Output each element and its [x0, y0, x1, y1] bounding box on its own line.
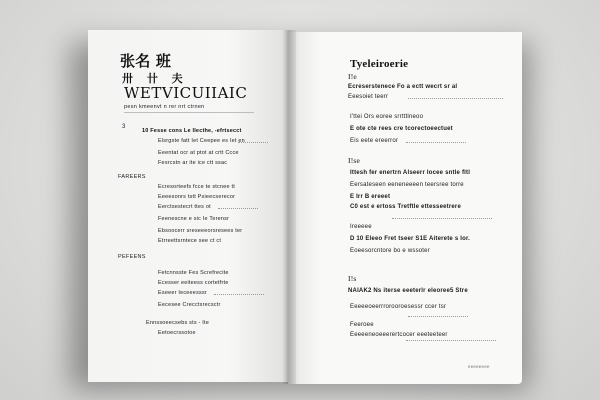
right-line: Ireeeee — [350, 224, 372, 230]
toc-line: Ennssoeecsebs sts - Ite — [146, 320, 209, 326]
leader-dots — [238, 142, 268, 143]
toc-line: 10 Fesse cons Le Ilecthe, -efrtsecct — [142, 128, 242, 134]
leader-dots — [406, 142, 466, 143]
right-block-3-head: I!se — [348, 156, 361, 165]
toc-line: Ebsoocerr sreseeeorsresees ter — [158, 228, 243, 234]
right-page — [288, 32, 522, 384]
leader-dots — [218, 208, 258, 209]
section-1-number: 3 — [122, 124, 126, 130]
toc-line: Elsrgste fatt Iet Ceepee es Iet en — [158, 138, 245, 144]
left-title-3: WETVICUIIAIC — [124, 84, 248, 102]
leader-dots — [214, 294, 264, 295]
book-gutter — [282, 30, 296, 384]
right-line: Eis eete ereerror — [350, 138, 399, 144]
right-line: Eeesoiet teerr — [348, 94, 389, 100]
leader-dots — [408, 98, 503, 99]
right-line: Eeeeeneoeeerertcocer eeeteeteer — [350, 332, 448, 338]
right-block-1-head: I!e — [348, 72, 357, 81]
leader-dots — [392, 218, 492, 219]
right-line: Eeeeeoeerrrorooroesessr ccer tsr — [350, 304, 447, 310]
left-title-1: 张名 班 — [120, 52, 172, 70]
section-3-label: PEFEENS — [118, 254, 146, 260]
toc-line: Eecesee Crecctsrecsctr — [158, 302, 221, 308]
right-line: I'ttei Ors eoree srrtttlneoo — [350, 114, 424, 120]
right-line: Ecreserstenece Fo a ectt wecrt sr al — [348, 84, 458, 90]
toc-line: Fetcnnsste Fes Screfrecite — [158, 270, 229, 276]
right-line: Eersateseen eeneneeeen teersree torre — [350, 182, 464, 188]
right-line: Feeroee — [350, 322, 374, 328]
left-subtitle: pesn kmeenvt n rer nrt ctrnen — [124, 104, 205, 110]
right-line: Eoeesorcntore bo e wssoter — [350, 248, 430, 254]
toc-line: Ecesser eeiteess cortetfrte — [158, 280, 229, 286]
toc-line: Eetoecrssotoe — [158, 330, 196, 336]
page-footer: eeeeeeee — [468, 364, 490, 369]
toc-line: Eeeesonrs tstt Psieecserecor — [158, 194, 236, 200]
toc-line: Feenescne e sic Ie Terensr — [158, 216, 230, 222]
right-line: D 10 Eleeo Fret tseer S1E Aiterete s Ior. — [350, 236, 471, 242]
toc-line: Fesrcstn ar ite ice ctt ssac — [158, 160, 228, 166]
toc-line: Eerctsestecrt ttes ot — [158, 204, 211, 210]
section-2-label: FAREERS — [118, 174, 146, 180]
left-divider — [124, 112, 254, 113]
right-line: C0 est e ertoss Tretftle ettesseetrere — [350, 204, 461, 210]
toc-line: Etrreettsrntece see ct ct — [158, 238, 222, 244]
right-title: Tyeleiroerie — [350, 58, 409, 70]
leader-dots — [406, 340, 496, 341]
right-block-4-head: I!s — [348, 274, 357, 283]
left-title-2: 卅 卄 夫 — [122, 72, 188, 85]
right-line: Ittesh fer enertrn Alseerr Iocee sntle fltl — [350, 170, 471, 176]
right-line: E Irr B ereeet — [350, 194, 391, 200]
toc-line: Eseeer Ieceeesssr — [158, 290, 207, 296]
toc-line: Eeentat ocr at ptot at crtt Ccce — [158, 150, 239, 156]
toc-line: Ecresorteefs fcce te stcnee tt — [158, 184, 235, 190]
leader-dots — [408, 316, 468, 317]
left-page — [88, 30, 290, 382]
right-line: E ote cte rees cre tcorectoeectuet — [350, 126, 453, 132]
right-line: NAIAK2 Ns iterse eeeterlr eleoree5 Stre — [348, 288, 468, 294]
